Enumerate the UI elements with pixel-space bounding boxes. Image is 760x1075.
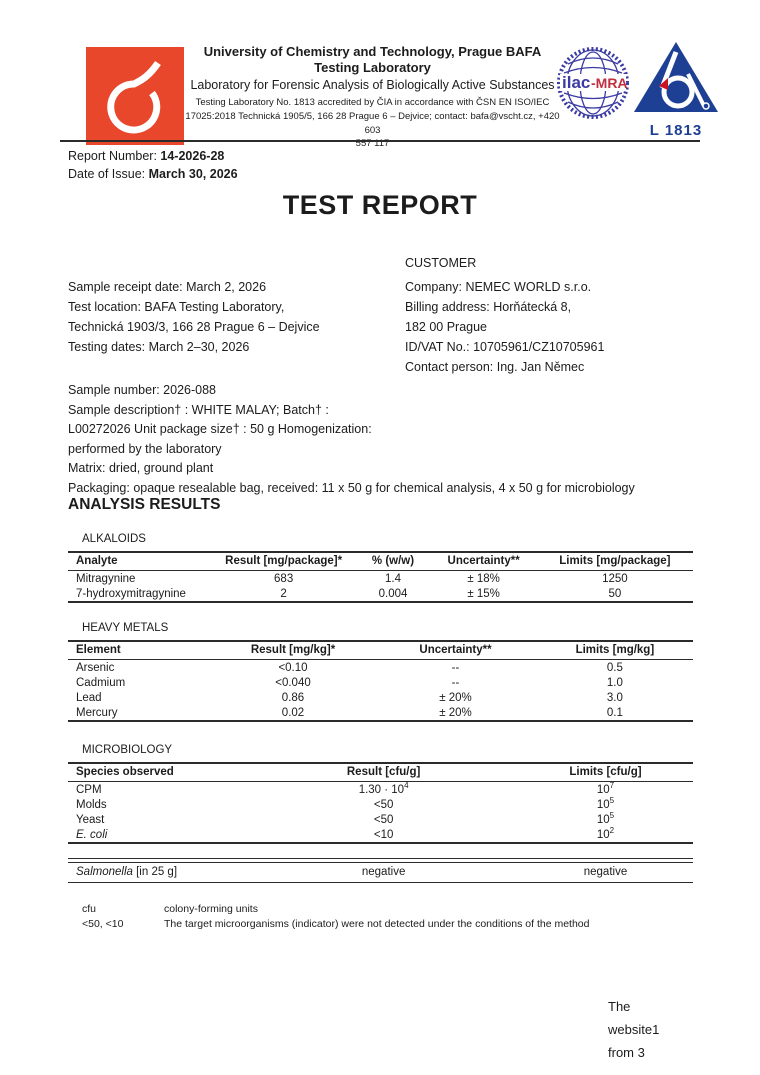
column-header: Limits [cfu/g] [518,763,693,782]
column-header: Limits [mg/package] [537,552,693,571]
flask-icon [86,47,184,145]
footer-line: from 3 [608,1045,645,1060]
customer-line: Company: NEMEC WORLD s.r.o. [405,280,592,294]
footnotes [82,902,589,932]
analysis-results-heading: ANALYSIS RESULTS [68,496,221,513]
table-row [68,690,693,705]
table-row [68,797,693,812]
info-line: Sample receipt date: March 2, 2026 [68,280,267,294]
column-header: % (w/w) [356,552,431,571]
cia-number-label: L 1813 [649,122,703,139]
alkaloids-section-label: ALKALOIDS [82,533,146,545]
salmonella-table-wrapper [68,858,693,883]
table-row [68,827,693,843]
sample-line: Matrix: dried, ground plant [68,461,214,475]
cia-triangle-icon [626,40,726,116]
result-cell: <0.10 [278,662,308,674]
limit-exponent: 2 [609,826,615,836]
sample-line: performed by the laboratory [68,441,222,456]
limit-cell [518,827,693,843]
heavy-metals-table [68,640,693,722]
footer-line: The [608,999,631,1014]
accreditation-line2: 17025:2018 Technická 1905/5, 166 28 Prague 6 – Dejvice; contact: bafa@vscht.cz, +420 603 [185,110,560,136]
customer-line: Billing address: Horňátecká 8, [405,300,572,314]
info-line: Technická 1903/3, 166 28 Prague 6 – Dejvice [68,320,320,334]
analyte-cell: 7-hydroxymitragynine [76,588,186,600]
limit-cell: 1.0 [606,677,623,689]
table-row [68,586,693,602]
species-cell: Yeast [76,814,105,826]
footnote-term: <50, <10 [82,918,124,930]
result-base: 1.30 · 10 [358,784,405,796]
result-base: <10 [373,829,394,841]
column-header: Species observed [68,763,249,782]
date-of-issue-line [68,165,238,183]
table-row [68,782,693,798]
page-footer [608,995,659,1064]
column-header: Result [mg/package]* [212,552,356,571]
result-cell: 0.02 [281,707,305,719]
limit-exponent: 5 [609,796,615,806]
customer-line: ID/VAT No.: 10705961/CZ10705961 [405,340,605,354]
analyte-cell: Mitragynine [76,573,136,585]
limit-cell: 50 [608,588,622,600]
element-cell: Cadmium [76,677,126,689]
result-cell [249,782,518,798]
result-cell: 0.86 [281,692,305,704]
footnote-term: cfu [82,903,97,915]
date-of-issue-label: Date of Issue: [68,167,149,181]
table-row [68,705,693,721]
limit-exponent: 7 [609,781,615,791]
salmonella-table [68,862,693,883]
org-name: University of Chemistry and Technology, Prague BAFA [203,44,542,59]
uncertainty-cell: -- [451,677,460,689]
table-row [68,863,693,883]
table-header-row [68,641,693,660]
result-exponent: 4 [404,781,409,791]
species-cell: E. coli [76,829,108,841]
table-row [68,571,693,587]
result-cell [249,812,518,827]
species-cell: CPM [76,784,102,796]
column-header: Uncertainty** [374,641,537,660]
mra-text: -MRA [591,75,628,91]
customer-heading: CUSTOMER [405,256,477,270]
limit-base: 10 [596,829,610,841]
heavy-metals-section-label: HEAVY METALS [82,622,169,634]
result-cell: <0.040 [275,677,311,689]
species-qualifier: [in 25 g] [132,866,178,878]
species-cell: Molds [76,799,107,811]
limit-base: 10 [596,784,610,796]
ilac-mra-stamp [556,42,630,124]
report-number-label: Report Number: [68,149,161,163]
customer-line: 182 00 Prague [405,320,488,334]
sample-line: Sample description† : WHITE MALAY; Batch† : [68,402,329,417]
column-header: Limits [mg/kg] [537,641,693,660]
microbiology-section-label: MICROBIOLOGY [82,744,173,756]
ilac-mra-icon [556,42,630,124]
percent-cell: 0.004 [378,588,408,600]
ilac-text: ilac [562,73,591,92]
microbiology-table [68,762,693,844]
footer-line: website1 [608,1022,660,1037]
element-cell: Mercury [76,707,118,719]
table-row [68,660,693,676]
cia-accreditation-mark [626,40,726,139]
info-line: Test location: BAFA Testing Laboratory, [68,300,285,314]
species-cell [68,863,249,883]
limit-cell: negative [583,866,628,878]
sample-receipt-info [68,277,320,357]
column-header: Uncertainty** [431,552,537,571]
limit-base: 10 [596,814,610,826]
result-cell [249,797,518,812]
limit-cell [518,797,693,812]
table-row [68,812,693,827]
limit-cell [518,782,693,798]
sample-line: Sample number: 2026-088 [68,383,217,397]
report-meta [68,147,238,183]
column-header: Analyte [68,552,212,571]
species-name: Salmonella [76,866,133,878]
customer-info [405,277,604,377]
header-text [185,44,560,151]
element-cell: Arsenic [76,662,115,674]
table-row [68,675,693,690]
sample-line: L00272026 Unit package size† : 50 g Homogenization: [68,422,372,436]
report-number-line [68,147,238,165]
column-header: Result [cfu/g] [249,763,518,782]
column-header: Element [68,641,212,660]
sample-description [68,381,718,498]
sample-line: Packaging: opaque resealable bag, received: 11 x 50 g for chemical analysis, 4 x 50 g for microbiology [68,480,635,495]
uncertainty-cell: ± 18% [467,573,500,585]
report-number-value: 14-2026-28 [160,149,225,163]
limit-exponent: 5 [609,811,615,821]
result-base: <50 [373,814,394,826]
result-cell: 2 [280,588,287,600]
uncertainty-cell: -- [451,662,460,674]
footnote-description: colony-forming units [164,903,258,915]
uncertainty-cell: ± 15% [467,588,500,600]
limit-cell: 0.5 [606,662,623,674]
lab-name: Laboratory for Forensic Analysis of Biologically Active Substances [190,77,555,92]
result-cell [249,827,518,843]
uct-logo [86,47,184,145]
uncertainty-cell: ± 20% [439,692,472,704]
result-cell: negative [361,866,406,878]
accreditation-text [185,96,560,151]
result-cell: 683 [274,573,294,585]
date-of-issue-value: March 30, 2026 [148,167,238,181]
column-header: Result [mg/kg]* [212,641,375,660]
table-header-row [68,763,693,782]
percent-cell: 1.4 [385,573,401,585]
header-divider [60,140,700,142]
footnote-row [82,917,589,932]
accreditation-line3: 557 117 [355,138,390,150]
table-header-row [68,552,693,571]
result-base: <50 [373,799,394,811]
uncertainty-cell: ± 20% [439,707,472,719]
page-title: TEST REPORT [282,190,478,220]
info-line: Testing dates: March 2–30, 2026 [68,340,250,354]
customer-line: Contact person: Ing. Jan Němec [405,360,585,374]
accreditation-line1: Testing Laboratory No. 1813 accredited by ČIA in accordance with ČSN EN ISO/IEC [195,97,550,109]
alkaloids-table [68,551,693,603]
limit-cell: 0.1 [606,707,623,719]
org-subtitle: Testing Laboratory [314,60,431,76]
limit-base: 10 [596,799,610,811]
element-cell: Lead [76,692,102,704]
limit-cell: 3.0 [606,692,623,704]
limit-cell: 1250 [602,573,628,585]
footnote-description: The target microorganisms (indicator) were not detected under the conditions of the method [164,918,590,930]
limit-cell [518,812,693,827]
footnote-row [82,902,589,917]
